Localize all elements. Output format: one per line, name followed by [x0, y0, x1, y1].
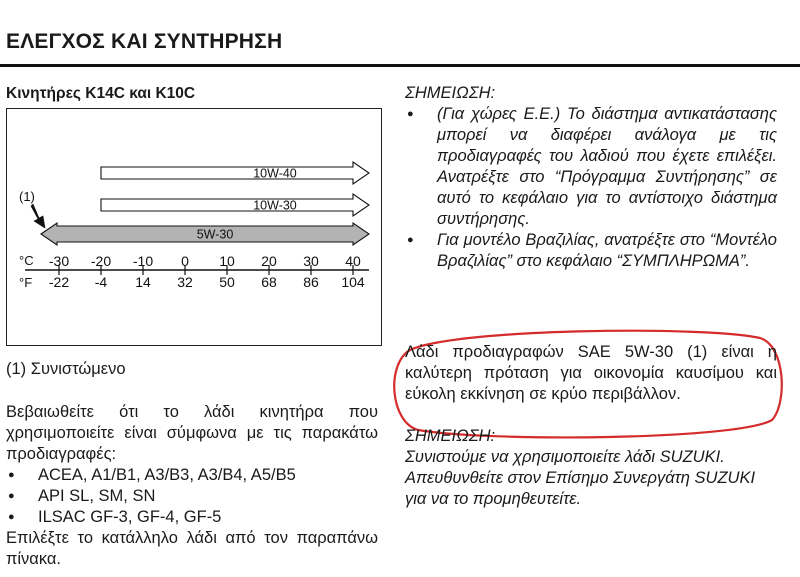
- title-rule: [0, 64, 800, 67]
- tick-label-fahrenheit: 86: [303, 274, 319, 290]
- outro-paragraph: Επιλέξτε το κατάλληλο λάδι από τον παραπάνω πίνακα.: [6, 529, 378, 568]
- intro-paragraph: Βεβαιωθείτε ότι το λάδι κινητήρα που χρησιμοποιείτε είναι σύμφωνα με τις παρακάτω προδιαγραφές:: [6, 403, 378, 463]
- tick-label-celsius: -20: [90, 253, 112, 269]
- tick-label-fahrenheit: -4: [94, 274, 108, 290]
- list-item: ● ILSAC GF-3, GF-4, GF-5: [6, 507, 378, 528]
- list-item: ● (Για χώρες Ε.Ε.) Το διάστημα αντικατάστασης μπορεί να διαφέρει ανάλογα με τις προδιαγραφές του λαδιού που έχετε επιλέξει. Ανατρέξτε στο “Πρόγραμμα Συντήρησης” σε αυτό το κεφάλαιο για το αντίστοιχο διάστημα συντήρησης.: [405, 104, 777, 230]
- note-heading: ΣΗΜΕΙΩΣΗ:: [405, 84, 496, 102]
- list-item: ● API SL, SM, SN: [6, 486, 378, 507]
- note-heading: ΣΗΜΕΙΩΣΗ:: [405, 427, 496, 445]
- tick-label-celsius: -10: [132, 253, 154, 269]
- tick-label-celsius: 10: [219, 253, 235, 269]
- callout-label: (1): [19, 189, 35, 204]
- tick-label-fahrenheit: 50: [219, 274, 235, 290]
- tick-label-fahrenheit: 104: [341, 274, 365, 290]
- tick-label-celsius: 20: [261, 253, 277, 269]
- axis-unit-celsius: °C: [19, 253, 34, 268]
- tick-label-celsius: -30: [48, 253, 70, 269]
- tick-label-celsius: 40: [345, 253, 361, 269]
- list-item: ● Για μοντέλο Βραζιλίας, ανατρέξτε στο “Μοντέλο Βραζιλίας” στο κεφάλαιο “ΣΥΜΠΛΗΡΩΜΑ”.: [405, 230, 777, 272]
- chart-canvas: [7, 109, 383, 347]
- tick-label-fahrenheit: 32: [177, 274, 193, 290]
- note-list: [405, 104, 777, 272]
- note-body: Συνιστούμε να χρησιμοποιείτε λάδι SUZUKI. Απευθυνθείτε στον Επίσημο Συνεργάτη SUZUKI για να το προμηθευτείτε.: [405, 448, 756, 508]
- oil-range-label: 10W-30: [253, 198, 297, 213]
- tick-label-celsius: 0: [181, 253, 189, 269]
- oil-range-label: 5W-30: [196, 227, 234, 242]
- callout-arrow-icon: [31, 204, 45, 228]
- chart-legend: (1) Συνιστώμενο: [6, 360, 126, 378]
- oil-range-arrow-10w-40: [101, 162, 369, 184]
- page-title: ΕΛΕΓΧΟΣ ΚΑΙ ΣΥΝΤΗΡΗΣΗ: [6, 30, 283, 53]
- tick-label-fahrenheit: 68: [261, 274, 277, 290]
- oil-viscosity-chart: [6, 108, 382, 346]
- tick-label-fahrenheit: 14: [135, 274, 151, 290]
- spec-list: [6, 465, 378, 528]
- tick-label-celsius: 30: [303, 253, 319, 269]
- axis-unit-fahrenheit: °F: [19, 275, 33, 290]
- section-title: Κινητήρες K14C και K10C: [6, 85, 196, 102]
- list-item: ● ACEA, A1/B1, A3/B3, A3/B4, A5/B5: [6, 465, 378, 486]
- oil-range-arrow-10w-30: [101, 194, 369, 216]
- tick-label-fahrenheit: -22: [48, 274, 70, 290]
- oil-range-label: 10W-40: [253, 166, 297, 181]
- recommendation-text: Λάδι προδιαγραφών SAE 5W-30 (1) είναι η καλύτερη πρόταση για οικονομία καυσίμου και εύκολη εκκίνηση σε κρύο περιβάλλον.: [405, 343, 777, 403]
